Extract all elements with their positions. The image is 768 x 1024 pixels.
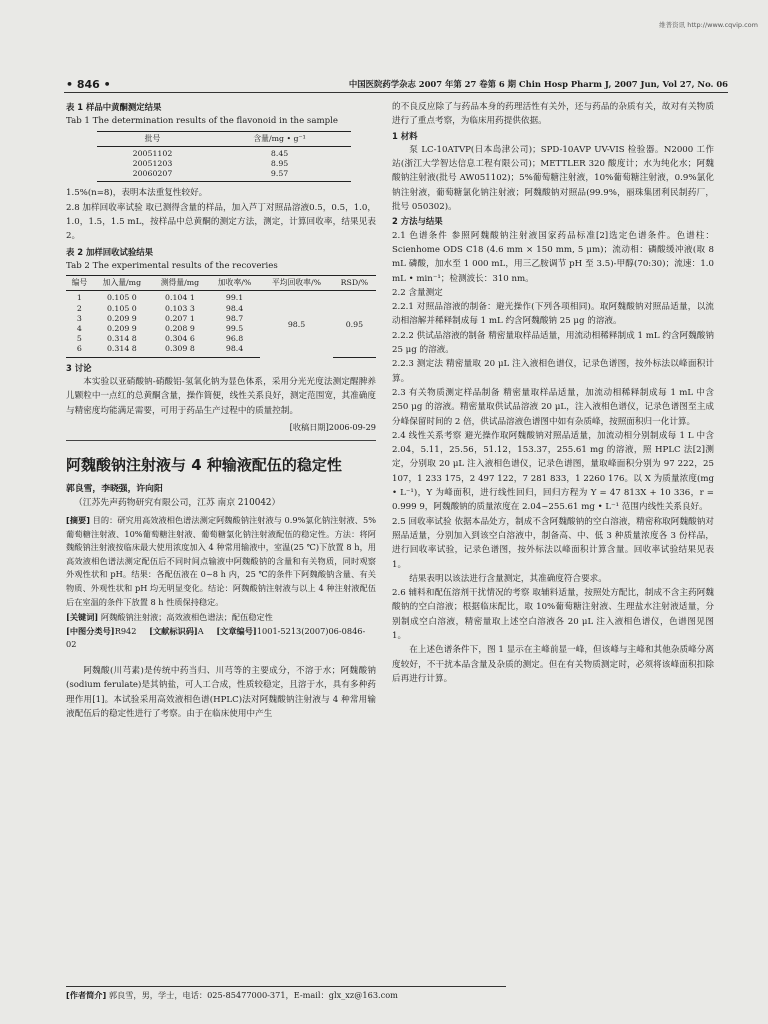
table2-rsd: 0.95 — [333, 291, 376, 357]
section-2-2-2: 2.2.2 供试品溶液的制备 精密量取样品适量，用流动相稀释制成 1 mL 约含阿魏酸钠 25 μg 的溶液。 — [392, 330, 714, 356]
abstract-label: [摘要] — [66, 515, 90, 526]
section-2-3: 2.3 有关物质测定样品制备 精密量取样品适量，加流动相稀释制成每 1 mL 中含 250 μg 的溶液。精密量取供试品溶液 20 μL，注入液相色谱仪，记录色谱图至主成分峰保留时间的 2 倍，供试品溶液色谱图中如有杂质峰，按照面积归一化计算。 — [392, 387, 714, 427]
section-2-1: 2.1 色谱条件 参照阿魏酸钠注射液国家药品标准[2]选定色谱条件。色谱柱：Scienhome ODS C18 (4.6 mm × 150 mm, 5 μm)；流动相：磷酸缓冲液(取 8 mL 磷酸，加水至 1 000 mL，用三乙胺调节 pH 至 3.5)-甲醇(70:30)；流速：1.0 mL • min⁻¹；检测波长：310 nm。 — [392, 230, 714, 284]
footnote-text: 郭良雪，男，学士，电话：025-85477000-371，E-mail：glx_xz@163.com — [108, 990, 398, 1000]
table2-cell: 99.1 — [225, 293, 244, 303]
table2-caption-en: Tab 2 The experimental results of the recoveries — [66, 260, 278, 271]
doccode-label: [文献标识码] — [149, 625, 198, 636]
table2-header: 测得量/mg — [151, 276, 209, 291]
section-3-title: 3 讨论 — [66, 362, 92, 373]
journal-reference: 中国医院药学杂志 2007 年第 27 卷第 6 期 Chin Hosp Pharm J, 2007 Jun, Vol 27, No. 06 — [348, 79, 728, 89]
table2-cell: 0.314 8 — [106, 334, 137, 344]
table2-header: RSD/% — [333, 276, 376, 291]
artno-value: 1001-5213(2007)06-0846-02 — [66, 625, 366, 650]
table1-cell: 20051102 — [132, 148, 173, 158]
table2-header: 平均回收率/% — [260, 276, 333, 291]
table2-mean-recovery: 98.5 — [287, 320, 306, 330]
section-3-text: 本实验以亚硝酸钠-硝酸铝-氢氧化钠为显色体系，采用分光光度法测定醒脾养儿颗粒中一点红的总黄酮含量，操作简便，线性关系良好，测定范围宽，其准确度与精密度均能满足需要，可用于药品生产过程中的质量控制。 — [66, 376, 376, 416]
table2-cell: 3 — [76, 313, 82, 323]
running-header — [64, 76, 728, 93]
table2-cell: 0.208 9 — [165, 324, 195, 333]
table2-cell: 98.4 — [225, 303, 244, 313]
table2-cell: 96.8 — [225, 334, 244, 344]
table1-cell: 9.57 — [208, 169, 351, 182]
article-authors — [66, 482, 376, 510]
section-2-2-1: 2.2.1 对照品溶液的制备：避光操作(下列各项相同)。取阿魏酸钠对照品适量，以流动相溶解并稀释制成每 1 mL 约含阿魏酸钠 25 μg 的溶液。 — [392, 302, 714, 327]
artno-label: [文章编号] — [216, 625, 257, 636]
section-2-4: 2.4 线性关系考察 避光操作取阿魏酸钠对照品适量，加流动相分别制成每 1 L 中含 2.04，5.11，25.56，51.12，153.37，255.61 mg 的溶液，照 HPLC 法[2]测定，分别取 20 μL 注入液相色谱仪，记录色谱图，量取峰面积分别为 97 222，25 107，1 233 175，2 497 122，7 281 833，1 2260 176。以 X 为质量浓度(mg • L⁻¹)，Y 为峰面积，进行线性回归，回归方程为 Y = 47 813X + 10 336，r = 0.999 9，阿魏酸钠的质量浓度在 2.04~255.61 mg • L⁻¹ 范围内线性关系良好。 — [392, 430, 714, 513]
table2-cell: 0.105 0 — [106, 303, 137, 313]
section-2-8: 2.8 加样回收率试验 取已测得含量的样品，加入芦丁对照品溶液0.5，0.5，1.0，1.0，1.5，1.5 mL，按样品中总黄酮的测定方法，测定，计算回收率，结果见表 2。 — [66, 202, 376, 242]
table1-cell: 20060207 — [97, 169, 208, 182]
table2-cell: 0.103 3 — [165, 303, 195, 313]
table2-caption-cn: 表 2 加样回收试验结果 — [66, 246, 154, 257]
table2-cell: 2 — [76, 303, 82, 313]
author-names: 郭良雪，李晓强，许向阳 — [66, 484, 163, 495]
table2-cell: 5 — [76, 334, 82, 344]
section-2-title: 2 方法与结果 — [392, 216, 443, 227]
table2-cell: 0.309 8 — [151, 344, 209, 357]
table2-cell: 0.314 8 — [93, 344, 151, 357]
section-2-5-result: 结果表明以该法进行含量测定，其准确度符合要求。 — [409, 573, 607, 584]
section-1-title: 1 材料 — [392, 130, 418, 141]
keywords — [66, 611, 376, 625]
section-2-6: 2.6 辅料和配伍溶剂干扰情况的考察 取辅料适量，按照处方配比，制成不含主药阿魏酸钠的空白溶液；根据临床配比，取 10%葡萄糖注射液、生理盐水注射液适量，分别制成空白溶液，精密量取上述空白溶液各 20 μL 注入液相色谱仪，色谱图见图 1。 — [392, 588, 714, 641]
table-row — [97, 159, 351, 169]
table1-header: 批号 — [97, 131, 208, 146]
table2-header: 加入量/mg — [93, 276, 151, 291]
section-2-5: 2.5 回收率试验 依据本品处方，制成不含阿魏酸钠的空白溶液，精密称取阿魏酸钠对照品适量，分别加入到该空白溶液中，制备高、中、低 3 种质量浓度各 3 份样品，进行回收率试验，记录色谱图，按外标法以峰面积计算含量。回收率试验结果见表 1。 — [392, 516, 714, 570]
table2-cell: 0.104 1 — [165, 293, 195, 303]
table1-caption-cn: 表 1 样品中黄酮测定结果 — [66, 102, 162, 112]
rsd-line: 1.5%(n=8)，表明本法重复性较好。 — [66, 188, 208, 199]
table-row — [66, 291, 376, 304]
page-number: • 846 • — [66, 78, 111, 91]
author-affiliation: （江苏先声药物研究有限公司，江苏 南京 210042） — [74, 498, 281, 509]
table2-cell: 0.304 6 — [165, 334, 195, 344]
doccode-value: A — [197, 625, 204, 636]
section-2-2: 2.2 含量测定 — [392, 287, 443, 298]
table1-cell: 8.95 — [270, 159, 289, 168]
author-footnote — [66, 986, 506, 1001]
table2-cell: 98.7 — [225, 313, 244, 323]
right-column — [392, 100, 714, 686]
table2-cell: 4 — [76, 324, 82, 333]
classification-line — [66, 625, 376, 652]
introduction: 阿魏酸(川芎素)是传统中药当归、川芎等的主要成分，不溶于水；阿魏酸钠(sodium ferulate)是其钠盐，可人工合成，性质较稳定，且溶于水，具有多种药理作用[1]。本试验采用高效液相色谱(HPLC)法对阿魏酸钠注射液与 4 种常用输液配伍后的稳定性进行了考察。由于在临床使用中产生 — [66, 666, 376, 719]
received-date: [收稿日期]2006-09-29 — [289, 421, 376, 432]
site-watermark: 维普资讯 http://www.cqvip.com — [659, 21, 758, 29]
table1-caption-en: Tab 1 The determination results of the flavonoid in the sample — [66, 116, 338, 127]
article-divider — [66, 440, 376, 441]
abstract-text: 目的：研究用高效液相色谱法测定阿魏酸钠注射液与 0.9%氯化钠注射液、5%葡萄糖注射液、10%葡萄糖注射液、葡萄糖氯化钠注射液配伍的稳定性。方法：将阿魏酸钠注射液按临床最大使用浓度加入 4 种常用输液中，室温(25 ℃)下放置 8 h，用高效液相色谱法测定配伍后不同时间点输液中阿魏酸钠的含量和有关物质，同时观察外观性状和 pH。结果：各配伍液在 0~8 h 内，25 ℃的条件下阿魏酸钠含量、有关物质、外观性状和 pH 均无明显变化。结论：阿魏酸钠注射液与以上 4 种注射液配伍后在室温的条件下放置 8 h 性质保持稳定。 — [66, 515, 376, 607]
abstract — [66, 514, 376, 609]
table2-cell: 0.209 9 — [106, 324, 137, 333]
footnote-label: [作者简介] — [66, 990, 107, 1000]
table2-cell: 6 — [66, 344, 93, 357]
clc-value: R942 — [114, 625, 137, 636]
table2-cell: 99.5 — [225, 324, 244, 333]
table2-cell: 0.105 0 — [106, 293, 137, 303]
table2 — [66, 275, 376, 357]
table2-cell: 98.4 — [209, 344, 260, 357]
section-2-6-result: 在上述色谱条件下，图 1 显示在主峰前显一峰，但该峰与主峰和其他杂质峰分离度较好，不干扰本品含量及杂质的测定。但在有关物质测定时，必须将该峰面积扣除后再进行计算。 — [392, 645, 714, 684]
clc-label: [中图分类号] — [66, 625, 115, 636]
table2-cell: 1 — [76, 293, 82, 303]
introduction-continued: 的不良反应除了与药品本身的药理活性有关外，还与药品的杂质有关，故对有关物质进行了重点考察，为临床用药提供依据。 — [392, 102, 714, 127]
table2-cell: 0.209 9 — [106, 313, 137, 323]
left-column — [66, 100, 376, 721]
table1-header: 含量/mg • g⁻¹ — [208, 131, 351, 146]
section-2-2-3: 2.2.3 测定法 精密量取 20 μL 注入液相色谱仪，记录色谱图，按外标法以峰面积计算。 — [392, 359, 714, 384]
table1-cell: 8.45 — [270, 148, 289, 158]
keywords-label: [关键词] — [66, 612, 99, 623]
table-row — [97, 169, 351, 182]
article-title: 阿魏酸钠注射液与 4 种输液配伍的稳定性 — [66, 456, 342, 475]
table2-header: 编号 — [66, 276, 93, 291]
table2-header: 加收率/% — [209, 276, 260, 291]
table2-cell: 0.207 1 — [165, 313, 195, 323]
table1 — [97, 131, 351, 183]
keywords-text: 阿魏酸钠注射液；高效液相色谱法；配伍稳定性 — [100, 612, 273, 623]
table-row — [97, 146, 351, 159]
table1-cell: 20051203 — [132, 159, 173, 168]
section-1-text: 泵 LC-10ATVP(日本岛津公司)；SPD-10AVP UV-VIS 检验器。N2000 工作站(浙江大学智达信息工程有限公司)；METTLER 320 酸度计；水为纯化水；阿魏酸钠注射液(批号 AW051102)；5%葡萄糖注射液，10%葡萄糖注射液，0.9%氯化钠注射液，葡萄糖氯化钠注射液；阿魏酸钠对照品(99.9%，丽珠集团利民制药厂，批号 050302)。 — [392, 144, 714, 213]
